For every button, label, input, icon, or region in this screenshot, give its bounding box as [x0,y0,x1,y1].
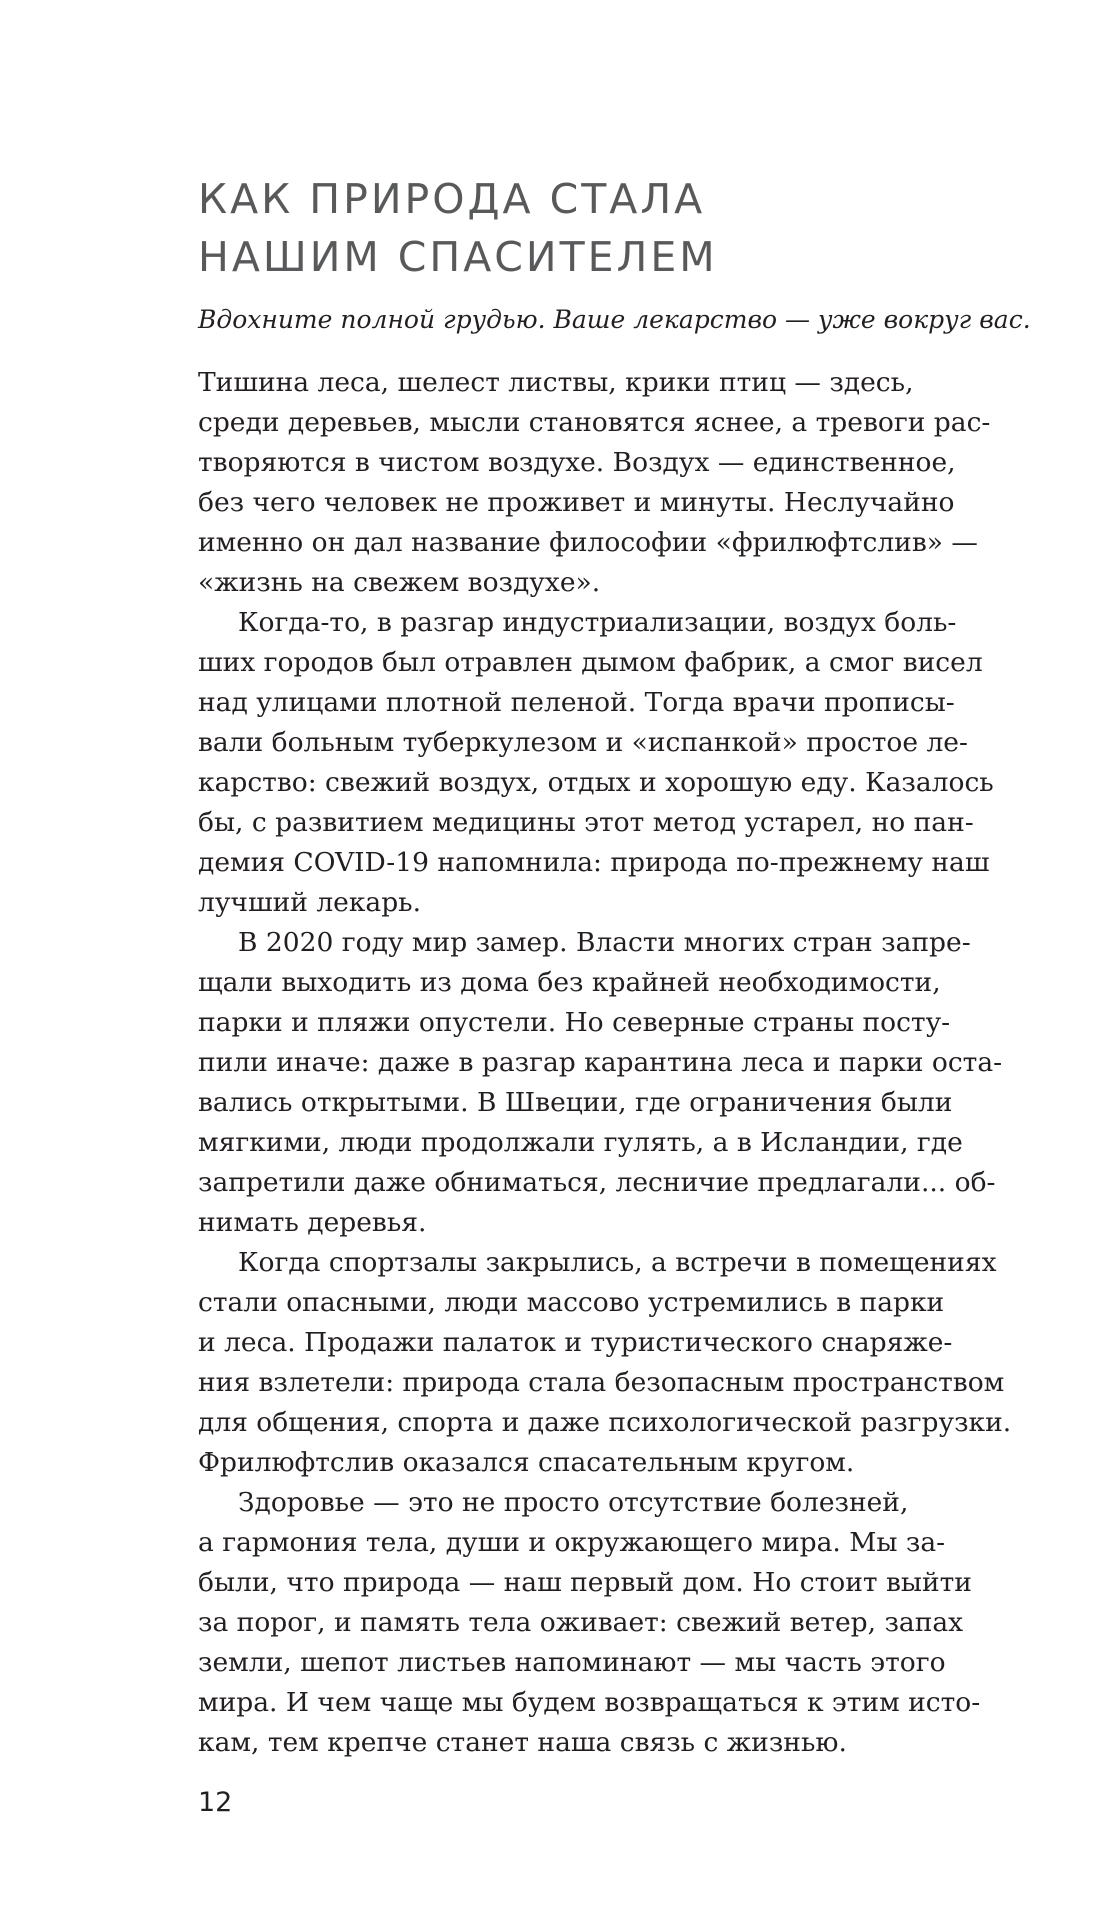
chapter-title [198,170,1018,286]
text-line: Тишина леса, шелест листвы, крики птиц — здесь, [198,367,914,398]
chapter-title-line: КАК ПРИРОДА СТАЛА [198,175,706,223]
text-line: кам, тем крепче станет наша связь с жизнью. [198,1727,847,1758]
text-line: щали выходить из дома без крайней необходимости, [198,967,941,998]
text-line: бы, с развитием медицины этот метод устарел, но пан- [198,807,974,838]
text-line: демия COVID-19 напомнила: природа по-прежнему наш [198,847,990,878]
text-line: вали больным туберкулезом и «испанкой» простое ле- [198,727,968,758]
text-line: парки и пляжи опустели. Но северные страны посту- [198,1007,951,1038]
text-line: над улицами плотной пеленой. Тогда врачи прописы- [198,687,955,718]
text-line: нимать деревья. [198,1207,427,1238]
text-line: карство: свежий воздух, отдых и хорошую еду. Казалось [198,767,994,798]
text-line: стали опасными, люди массово устремились в парки [198,1287,945,1318]
text-line: «жизнь на свежем воздухе». [198,567,601,598]
text-line: Когда-то, в разгар индустриализации, воздух боль- [238,607,957,638]
text-line: запретили даже обниматься, лесничие предлагали... об- [198,1167,996,1198]
text-line: пили иначе: даже в разгар карантина леса и парки оста- [198,1047,1003,1078]
text-line: творяются в чистом воздухе. Воздух — единственное, [198,447,956,478]
text-line: именно он дал название философии «фрилюфтслив» — [198,527,978,558]
text-line: за порог, и память тела оживает: свежий ветер, запах [198,1607,964,1638]
text-line: а гармония тела, души и окружающего мира. Мы за- [198,1527,946,1558]
text-line: Фрилюфтслив оказался спасательным кругом. [198,1447,855,1478]
chapter-title-line: НАШИМ СПАСИТЕЛЕМ [198,233,718,281]
text-line: Здоровье — это не просто отсутствие болезней, [238,1487,909,1518]
body-text [198,363,1018,1763]
text-line: мира. И чем чаще мы будем возвращаться к этим исто- [198,1687,981,1718]
text-line: были, что природа — наш первый дом. Но стоит выйти [198,1567,972,1598]
text-line: мягкими, люди продолжали гулять, а в Исландии, где [198,1127,963,1158]
text-line: ния взлетели: природа стала безопасным пространством [198,1367,1005,1398]
text-line: земли, шепот листьев напоминают — мы часть этого [198,1647,946,1678]
text-line: вались открытыми. В Швеции, где ограничения были [198,1087,953,1118]
text-line: среди деревьев, мысли становятся яснее, а тревоги рас- [198,407,991,438]
text-line: Когда спортзалы закрылись, а встречи в помещениях [238,1247,997,1278]
text-line: и леса. Продажи палаток и туристического снаряже- [198,1327,953,1358]
text-line: для общения, спорта и даже психологической разгрузки. [198,1407,1012,1438]
text-line: без чего человек не проживет и минуты. Неслучайно [198,487,955,518]
text-line: ших городов был отравлен дымом фабрик, а смог висел [198,647,983,678]
page-number: 12 [198,1787,233,1818]
text-line: лучший лекарь. [198,887,422,918]
text-line: В 2020 году мир замер. Власти многих стран запре- [238,927,971,958]
chapter-epigraph: Вдохните полной грудью. Ваше лекарство — уже вокруг вас. [198,305,1031,334]
